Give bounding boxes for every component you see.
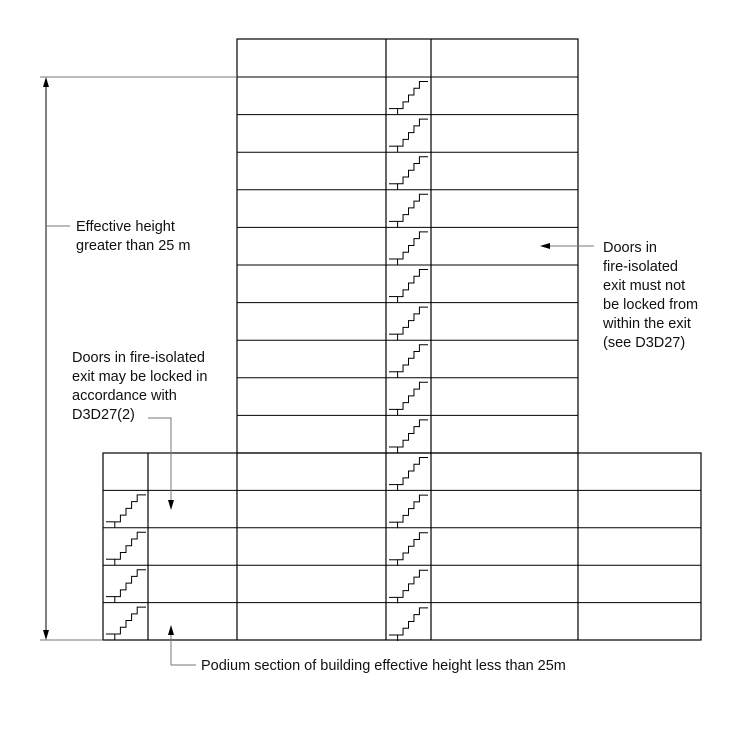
leader-doors-may-lock [148, 418, 174, 510]
dimension-arrow-top [43, 77, 49, 87]
stair-flight [398, 608, 428, 641]
stair-flight [115, 570, 146, 603]
podium-stair-flights [106, 495, 146, 640]
stair-flight [398, 119, 428, 152]
stair-flight [398, 420, 428, 453]
stair-flight [115, 495, 146, 528]
main-stair-flights [389, 82, 428, 641]
leader-line [171, 633, 196, 665]
leader-arrow [540, 243, 550, 249]
stair-flight [115, 607, 146, 640]
podium [103, 453, 701, 640]
tower [237, 39, 578, 640]
stair-flight [398, 270, 428, 303]
stair-flight [398, 458, 428, 491]
leader-doors-not-locked [540, 243, 594, 249]
label-doors-must-not-be-locked: Doors in fire-isolated exit must not be locked from within the exit (see D3D27) [603, 240, 699, 351]
podium-outline [103, 453, 701, 640]
stair-flight [398, 533, 428, 566]
stair-flight [398, 382, 428, 415]
leader-podium [168, 625, 196, 665]
stair-flight [398, 345, 428, 378]
leader-arrow [168, 500, 174, 510]
label-effective-height: Effective height greater than 25 m [76, 219, 191, 254]
tower-floor-lines [237, 77, 578, 453]
tower-outline [237, 39, 578, 453]
stair-flight [398, 82, 428, 115]
stair-flight [398, 495, 428, 528]
stair-flight [398, 194, 428, 227]
label-doors-may-be-locked: Doors in fire-isolated exit may be locked in accordance with D3D27(2) [72, 350, 208, 423]
stair-flight [398, 307, 428, 340]
leader-line [148, 418, 171, 500]
stair-flight [115, 532, 146, 565]
dimension-arrow-bottom [43, 630, 49, 640]
label-podium-section: Podium section of building effective height less than 25m [201, 658, 566, 674]
stair-flight [398, 157, 428, 190]
stair-flight [398, 232, 428, 265]
podium-floor-lines [103, 490, 701, 602]
leader-arrow [168, 625, 174, 635]
stair-flight [398, 570, 428, 603]
